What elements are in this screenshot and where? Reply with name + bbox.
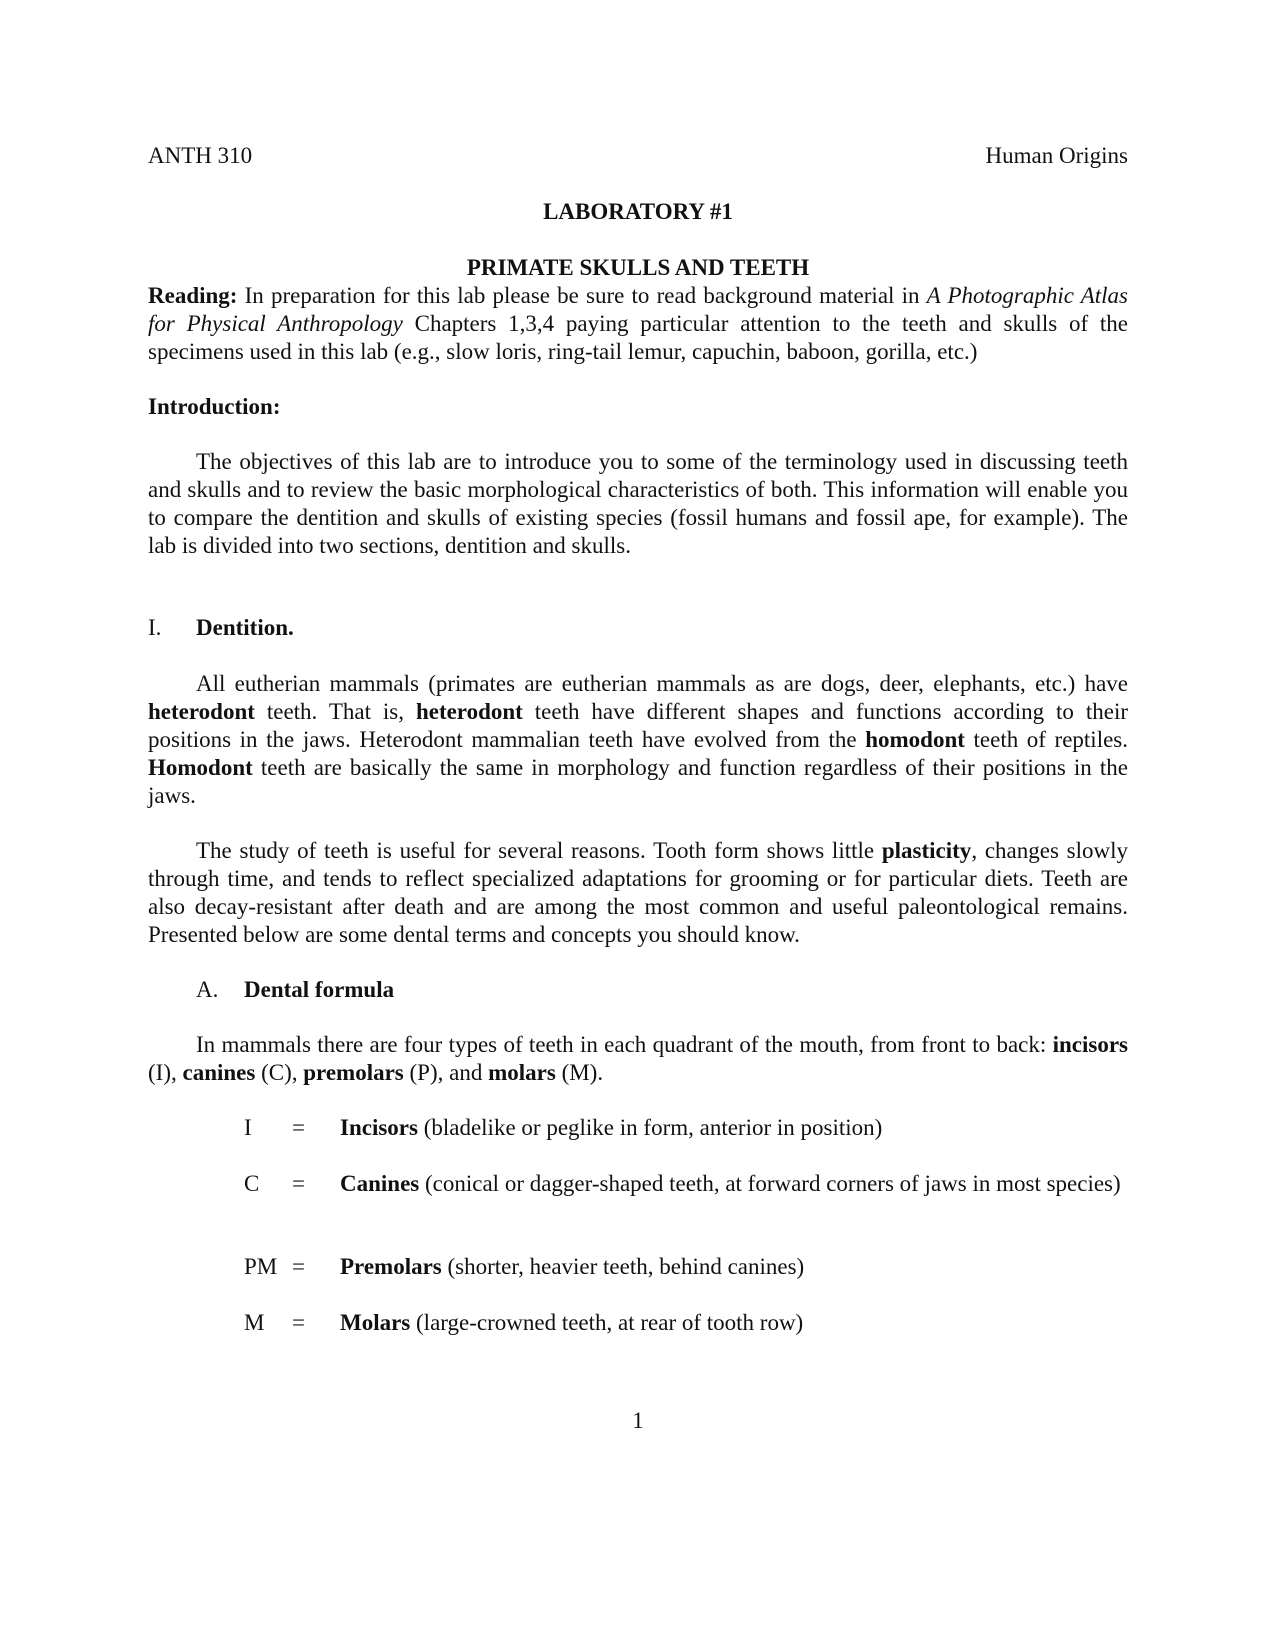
formula-description: Incisors (bladelike or peglike in form, anterior in position) [340, 1115, 883, 1140]
course-code: ANTH 310 [148, 143, 253, 168]
reading-paragraph: Reading: In preparation for this lab please be sure to read background material in A Photographic Atlas for Physical Anthropology Chapters 1,3,4 paying particular attention to the teeth and skulls of the specimens used in this lab (e.g., slow loris, ring-tail lemur, capuchin, baboon, gorilla, etc.) [148, 283, 1128, 364]
section-numeral: I. [148, 615, 162, 640]
page-number: 1 [632, 1408, 644, 1433]
formula-equals: = [292, 1171, 305, 1196]
formula-symbol: M [244, 1310, 265, 1335]
lab-title: LABORATORY #1 [543, 199, 733, 224]
document-page [148, 0, 1128, 1651]
term-heterodont: heterodont [148, 699, 255, 724]
term-plasticity: plasticity [881, 838, 972, 863]
course-title: Human Origins [985, 143, 1128, 168]
formula-description: Premolars (shorter, heavier teeth, behind canines) [340, 1254, 805, 1279]
formula-symbol: I [244, 1115, 252, 1140]
term-homodont: homodont [865, 727, 965, 752]
formula-description: Canines (conical or dagger-shaped teeth, at forward corners of jaws in most species) [340, 1171, 1121, 1196]
term-canines: canines [182, 1060, 256, 1085]
book-title: A Photographic Atlas for Physical Anthropology [148, 283, 1128, 336]
formula-symbol: C [244, 1171, 260, 1196]
heterodont-paragraph: All eutherian mammals (primates are eutherian mammals as are dogs, deer, elephants, etc.) have heterodont teeth. That is, heterodont teeth have different shapes and functions according to their positions in the jaws. Heterodont mammalian teeth have evolved from the homodont teeth of reptiles. Homodont teeth are basically the same in morphology and function regardless of their positions in the jaws. [148, 671, 1128, 808]
formula-symbol: PM [244, 1254, 278, 1279]
introduction-heading: Introduction: [148, 394, 281, 419]
term-incisors: incisors [1052, 1032, 1128, 1057]
reading-label: Reading: [148, 283, 238, 308]
tooth-types-paragraph: In mammals there are four types of teeth in each quadrant of the mouth, from front to back: incisors (I), canines (C), premolars (P), and molars (M). [148, 1032, 1128, 1085]
introduction-paragraph: The objectives of this lab are to introduce you to some of the terminology used in discussing teeth and skulls and to review the basic morphological characteristics of both. This information will enable you to compare the dentition and skulls of existing species (fossil humans and fossil ape, for example). The lab is divided into two sections, dentition and skulls. [148, 449, 1128, 558]
formula-equals: = [292, 1310, 305, 1335]
formula-equals: = [292, 1115, 305, 1140]
subsection-letter: A. [196, 977, 219, 1002]
teeth-study-paragraph: The study of teeth is useful for several reasons. Tooth form shows little plasticity, changes slowly through time, and tends to reflect specialized adaptations for grooming or for particular diets. Teeth are also decay-resistant after death and are among the most common and useful paleontological remains. Presented below are some dental terms and concepts you should know. [148, 838, 1128, 947]
term-homodont: Homodont [148, 755, 253, 780]
term-premolars: premolars [303, 1060, 404, 1085]
lab-subtitle: PRIMATE SKULLS AND TEETH [466, 255, 810, 280]
formula-description: Molars (large-crowned teeth, at rear of tooth row) [340, 1310, 804, 1335]
subsection-heading-dental-formula: Dental formula [244, 977, 395, 1002]
term-molars: molars [488, 1060, 556, 1085]
term-heterodont: heterodont [415, 699, 523, 724]
formula-equals: = [292, 1254, 305, 1279]
section-heading-dentition: Dentition. [196, 615, 294, 640]
